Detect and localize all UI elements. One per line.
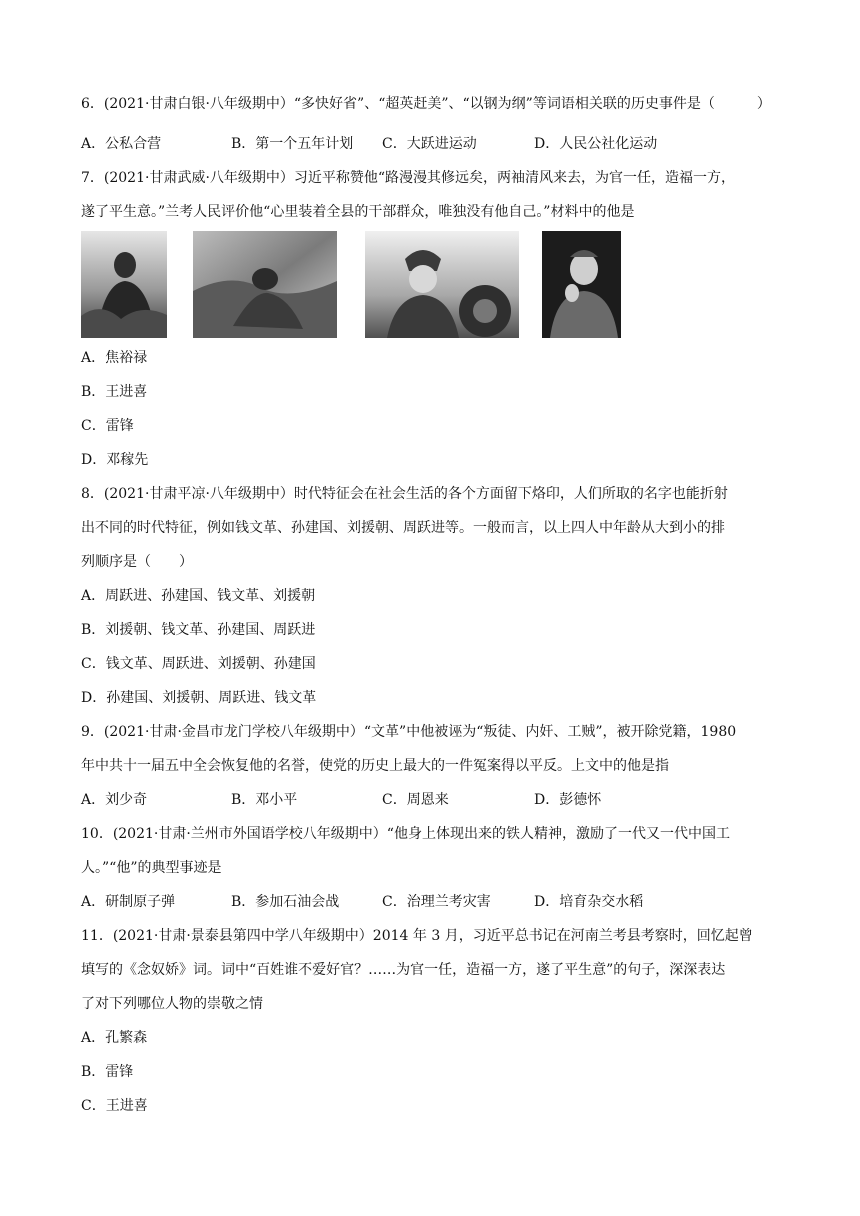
q7-option-d: D．邓稼先: [81, 452, 149, 468]
q6-options: [81, 134, 781, 154]
q8-stem-line-3: 列顺序是（ ）: [81, 554, 193, 570]
q7-photo-4: [542, 231, 621, 338]
q10-option-b: B．参加石油会战: [231, 894, 340, 910]
q7-photo-1: [81, 231, 167, 338]
q7-photo-3: [365, 231, 519, 338]
q10-options: [81, 892, 781, 912]
q11-stem-line-3: 了对下列哪位人物的崇敬之情: [81, 996, 263, 1012]
q10-option-a: A．研制原子弹: [81, 894, 176, 910]
q8-option-a: A．周跃进、孙建国、钱文革、刘援朝: [81, 588, 316, 604]
q6-option-a: A．公私合营: [81, 136, 162, 152]
q10-stem-line-2: 人。”“他”的典型事迹是: [81, 860, 222, 876]
q9-stem-line-2: 年中共十一届五中全会恢复他的名誉，使党的历史上最大的一件冤案得以平反。上文中的他是指: [81, 758, 669, 774]
q7-stem-line-1: 7．(2021·甘肃武威·八年级期中）习近平称赞他“路漫漫其修远矣，两袖清风来去，为官一任，造福一方，: [81, 170, 736, 186]
q8-option-b: B．刘援朝、钱文革、孙建国、周跃进: [81, 622, 316, 638]
q8-stem-line-1: 8．(2021·甘肃平凉·八年级期中）时代特征会在社会生活的各个方面留下烙印，人们所取的名字也能折射: [81, 486, 728, 502]
q11-option-c: C．王进喜: [81, 1098, 148, 1114]
q7-stem-line-2: 遂了平生意。”兰考人民评价他“心里装着全县的干部群众，唯独没有他自己。”材料中的他是: [81, 204, 635, 220]
q11-stem-line-2: 填写的《念奴娇》词。词中“百姓谁不爱好官？……为官一任，造福一方，遂了平生意”的句子，深深表达: [81, 962, 726, 978]
q6-option-d: D．人民公社化运动: [534, 136, 658, 152]
q9-stem-line-1: 9．(2021·甘肃·金昌市龙门学校八年级期中）“文革”中他被诬为“叛徒、内奸、工贼”，被开除党籍，1980: [81, 724, 737, 740]
q8-option-c: C．钱文革、周跃进、刘援朝、孙建国: [81, 656, 316, 672]
q6-option-b: B．第一个五年计划: [231, 136, 354, 152]
q11-option-a: A．孔繁森: [81, 1030, 148, 1046]
q9-options: [81, 790, 781, 810]
q10-option-c: C．治理兰考灾害: [382, 894, 491, 910]
q7-option-a: A．焦裕禄: [81, 350, 148, 366]
q6-stem-line-1: 6．(2021·甘肃白银·八年级期中）“多快好省”、“超英赶美”、“以钢为纲”等词语相关联的历史事件是（ ）: [81, 96, 771, 112]
q9-option-c: C．周恩来: [382, 792, 449, 808]
q7-photo-2: [193, 231, 337, 338]
q9-option-b: B．邓小平: [231, 792, 298, 808]
q9-option-a: A．刘少奇: [81, 792, 148, 808]
q10-option-d: D．培育杂交水稻: [534, 894, 644, 910]
q10-stem-line-1: 10．(2021·甘肃·兰州市外国语学校八年级期中）“他身上体现出来的铁人精神，激励了一代又一代中国工: [81, 826, 730, 842]
q11-option-b: B．雷锋: [81, 1064, 134, 1080]
q7-option-c: C．雷锋: [81, 418, 134, 434]
q6-option-c: C．大跃进运动: [382, 136, 477, 152]
q11-stem-line-1: 11．(2021·甘肃·景泰县第四中学八年级期中）2014 年 3 月，习近平总书记在河南兰考县考察时，回忆起曾: [81, 928, 753, 944]
q9-option-d: D．彭德怀: [534, 792, 602, 808]
q8-stem-line-2: 出不同的时代特征，例如钱文革、孙建国、刘援朝、周跃进等。一般而言，以上四人中年龄从大到小的排: [81, 520, 725, 536]
q7-option-b: B．王进喜: [81, 384, 148, 400]
q8-option-d: D．孙建国、刘援朝、周跃进、钱文革: [81, 690, 317, 706]
